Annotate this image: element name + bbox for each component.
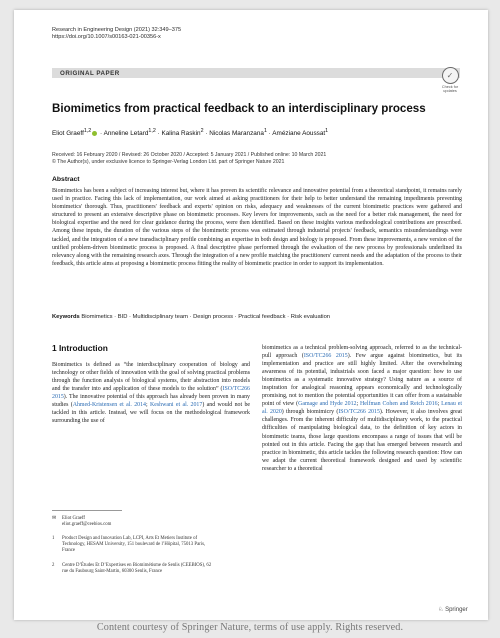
journal-header (52, 27, 181, 42)
body-column-right: biomimetics as a technical problem-solving approach, referred to as the technical-pull approach (ISO/TC266 2015). Few argue against biomimetics, but its implementation and practice are still highly limited. After the overwhelming awareness of its potential, industrials soon faced a major question: how to use biomimetics as a systematic innovative strategy? Using nature as a source of inspiration for analogical reasoning appears economically and technologically promising, not to mention the potential opportunities it can offer from a sustainable point of view (Gamage and Hyde 2012; Helfman Cohen and Reich 2016; Lenau et al. 2020) through biomimicry (ISO/TC266 2015). However, it also involves great challenges. From the inherent difficulty of multidisciplinary work, to the practical difficulties of manipulating biological data, to the definition of key actors in biomimetic teams, those large questions encompass a range of issues that will be pointed out in this article. Facing the gap that has emerged between research and practice in biomimetic, this article tackles the following research question: How can we adapt the current theoretical framework designed and used by scientific researcher to a theoretical (262, 345, 462, 472)
corresponding-author-name: Eliot Graeff (62, 516, 85, 521)
courtesy-footer: Content courtesy of Springer Nature, terms of use apply. Rights reserved. (96, 622, 404, 633)
affiliation-note (52, 563, 212, 575)
citation-link[interactable]: Gamage and Hyde 2012 (298, 401, 357, 408)
publication-history (52, 152, 326, 166)
affiliation-number: 1 (52, 536, 55, 541)
corresponding-author-email[interactable]: eliot.graeff@ceebios.com (62, 522, 112, 528)
citation-link[interactable]: ISO/TC266 2015 (338, 409, 380, 416)
citation-link[interactable]: Ahmed-Kristensen et al. 2014 (72, 402, 146, 409)
check-for-updates-badge[interactable] (438, 67, 462, 94)
keywords-line (52, 314, 330, 320)
dates-line: Received: 16 February 2020 / Revised: 26 October 2020 / Accepted: 5 January 2021 / Published online: 10 March 2021 (52, 152, 327, 158)
keywords-label: Keywords (52, 314, 80, 320)
check-for-updates-icon: ✓ (442, 67, 459, 84)
copyright-line: © The Author(s), under exclusive licence to Springer-Verlag London Ltd. part of Springer Nature 2021 (52, 159, 285, 165)
footnote-divider (52, 510, 122, 511)
author-list: Eliot Graeff$^{1,2}$ · Anneline Letard$^{1,2}$ · Kalina Raskin$^2$ · Nicolas Maranzana$^1$ · Améziane Aoussat$^1$ (52, 128, 329, 138)
author-name[interactable]: · Améziane Aoussat (266, 130, 326, 138)
springer-horse-icon: ♘ (438, 607, 444, 613)
affiliation-number: 2 (52, 563, 55, 568)
author-name[interactable]: · Anneline Letard (98, 130, 149, 138)
body-column-left: Biomimetics is defined as “the interdisciplinary cooperation of biology and technology or other fields of innovation with the goal of solving practical problems through the function analysis of biological systems, their abstraction into models and the transfer into and application of these models to the solution” (ISO/TC266 2015). The innovative potential of this approach has already been proven in many studies (Ahmed-Kristensen et al. 2014; Keshwani et al. 2017) and would not be tackled in this article. Instead, we will focus on the methodological framework surrounding the use of (52, 362, 250, 425)
author-name[interactable]: · Kalina Raskin (155, 130, 201, 138)
citation-link[interactable]: Helfman Cohen and Reich 2016 (360, 401, 438, 408)
journal-citation: Research in Engineering Design (2021) 32:349–375 (52, 27, 182, 33)
citation-link[interactable]: Keshwani et al. 2017 (149, 402, 203, 409)
orcid-icon[interactable] (92, 131, 97, 136)
affiliation-note (52, 536, 212, 554)
section-heading: 1 Introduction (52, 343, 108, 353)
author-name[interactable]: Eliot Graeff (52, 130, 84, 138)
corresponding-author-note (52, 516, 212, 528)
article-type-banner (52, 68, 460, 78)
springer-logo (438, 606, 468, 613)
paper-title: Biomimetics from practical feedback to an interdisciplinary process (52, 102, 426, 115)
keywords-text: Biomimetics · BID · Multidisciplinary team · Design process · Practical feedback · Risk evaluation (79, 314, 331, 320)
envelope-icon: ✉ (52, 516, 57, 521)
author-name[interactable]: · Nicolas Maranzana (203, 130, 264, 138)
citation-link[interactable]: ISO/TC266 2015 (303, 353, 348, 360)
springer-label: Springer (445, 607, 468, 613)
paper-page (14, 10, 488, 620)
affiliation-text: Product Design and Innovation Lab, LCPI, Arts Et Metiers Institute of Technology, HESAM University, 151 boulevard de l’Hôpital, 75013 Paris, France (62, 536, 206, 554)
affiliation-text: Centre D’Études Et D’Expertises en Biomimétisme de Senlis (CEEBIOS), 62 rue du Faubourg Saint-Martin, 60300 Senlis, France (62, 563, 212, 575)
citation-link[interactable]: ISO/TC266 2015 (52, 386, 250, 401)
doi-link[interactable]: https://doi.org/10.1007/s00163-021-00356-x (52, 34, 161, 41)
abstract-heading: Abstract (52, 176, 80, 183)
abstract-text: Biomimetics has been a subject of increasing interest but, where it has proven its scientific relevance and innovative potential from a theoretical standpoint, it remains rarely used in practice. Facing this lack of implementation, our work aimed at asking practitioners for their help to better understand the remaining impediments preventing biomimetics' thorough. Thus, practitioners' feedback and experts' opinion on risks, adequacy and weaknesses of the current biomimetic practices were gathered and structured to present an extensive descriptive phase on biomimetic processes. Key levers for improvements, such as the need for a better risk management, the need for biological expertise and the need for clear guidance during the process, were then identified. Based on these insights various methodological contributions are prescribed. Among these inputs, the duration of the various steps of the biomimetic process was estimated through industrial projects' feedback, semantics misunderstandings were tackled, and the integration of a new transdisciplinary profile combining an expertise in both design and biology is proposed. From these improvements, a new version of the unified problem-driven biomimetic process is proposed. A final descriptive phase performed through the evaluation of the new process by professionals underlined its relevancy along with the remaining research axes. Through the integration of a new profile matching the practitioners' current needs and the adaptation of the process to their feedback, this article aims at proposing a biomimetic process fitting the reality of biomimetic practice in order to support its implementation. (52, 188, 462, 267)
check-for-updates-label: Check for updates (441, 85, 459, 94)
citation-link[interactable]: Lenau et al. 2020 (262, 401, 462, 416)
article-type-label: ORIGINAL PAPER (60, 69, 120, 77)
